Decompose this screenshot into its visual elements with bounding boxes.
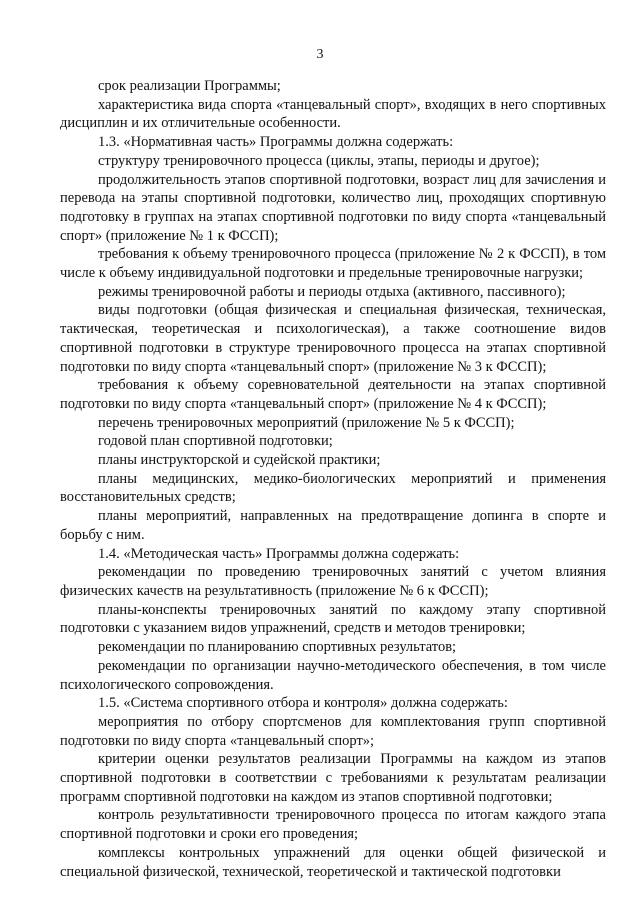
paragraph-12: планы инструкторской и судейской практики;	[98, 452, 381, 469]
paragraph-5: продолжительность этапов спортивной подготовки, возраст лиц для зачисления и перевода на этапы спортивной подготовки, количество лиц, проходящих спортивную подготовку в группах на этапах спортивной подготовки по виду спорта «танцевальный спорт» (приложение № 1 к ФССП);	[60, 171, 606, 244]
paragraph-8: виды подготовки (общая физическая и специальная физическая, техническая, тактическая, теоретическая и психологическая), а также соотношение видов спортивной подготовки в структуре тренировочного процесса на этапах спортивной подготовки по виду спорта «танцевальный спорт» (приложение № 3 к ФССП);	[60, 302, 606, 375]
paragraph-6: требования к объему тренировочного процесса (приложение № 2 к ФССП), в том числе к объему индивидуальной подготовки и предельные тренировочные нагрузки;	[60, 246, 606, 282]
paragraph-7: режимы тренировочной работы и периоды отдыха (активного, пассивного);	[98, 283, 566, 300]
paragraph-2: характеристика вида спорта «танцевальный спорт», входящих в него спортивных дисциплин и их отличительные особенности.	[60, 96, 606, 132]
paragraph-16: рекомендации по проведению тренировочных занятий с учетом влияния физических качеств на результативность (приложение № 6 к ФССП);	[60, 564, 606, 599]
paragraph-4: структуру тренировочного процесса (циклы, этапы, периоды и другое);	[98, 152, 540, 169]
paragraph-17: планы-конспекты тренировочных занятий по каждому этапу спортивной подготовки с указанием видов упражнений, средств и методов тренировки;	[60, 601, 606, 637]
paragraph-21: мероприятия по отбору спортсменов для комплектования групп спортивной подготовки по виду спорта «танцевальный спорт»;	[60, 713, 606, 749]
paragraph-3: 1.3. «Нормативная часть» Программы должна содержать:	[98, 134, 454, 151]
paragraph-24: комплексы контрольных упражнений для оценки общей физической и специальной физической, технической, теоретической и тактической подготовки	[60, 844, 606, 880]
paragraph-15: 1.4. «Методическая часть» Программы должна содержать:	[98, 545, 460, 562]
paragraph-13: планы медицинских, медико-биологических мероприятий и применения восстановительных средств;	[60, 470, 606, 506]
document-body	[60, 77, 606, 881]
paragraph-20: 1.5. «Система спортивного отбора и контроля» должна содержать:	[98, 695, 508, 712]
paragraph-10: перечень тренировочных мероприятий (приложение № 5 к ФССП);	[98, 414, 515, 431]
paragraph-9: требования к объему соревновательной деятельности на этапах спортивной подготовки по виду спорта «танцевальный спорт» (приложение № 4 к ФССП);	[60, 377, 606, 412]
paragraph-1: срок реализации Программы;	[98, 78, 281, 94]
paragraph-19: рекомендации по организации научно-методического обеспечения, в том числе психологического сопровождения.	[60, 657, 606, 693]
page-number: 3	[316, 47, 324, 62]
paragraph-11: годовой план спортивной подготовки;	[98, 433, 333, 450]
paragraph-23: контроль результативности тренировочного процесса по итогам каждого этапа спортивной подготовки и сроки его проведения;	[60, 807, 606, 843]
paragraph-14: планы мероприятий, направленных на предотвращение допинга в спорте и борьбу с ним.	[60, 508, 606, 543]
paragraph-18: рекомендации по планированию спортивных результатов;	[98, 639, 457, 656]
paragraph-22: критерии оценки результатов реализации Программы на каждом из этапов спортивной подготовки в соответствии с требованиями к результатам реализации программ спортивной подготовки на каждом из этапов спортивной подготовки;	[60, 751, 606, 805]
